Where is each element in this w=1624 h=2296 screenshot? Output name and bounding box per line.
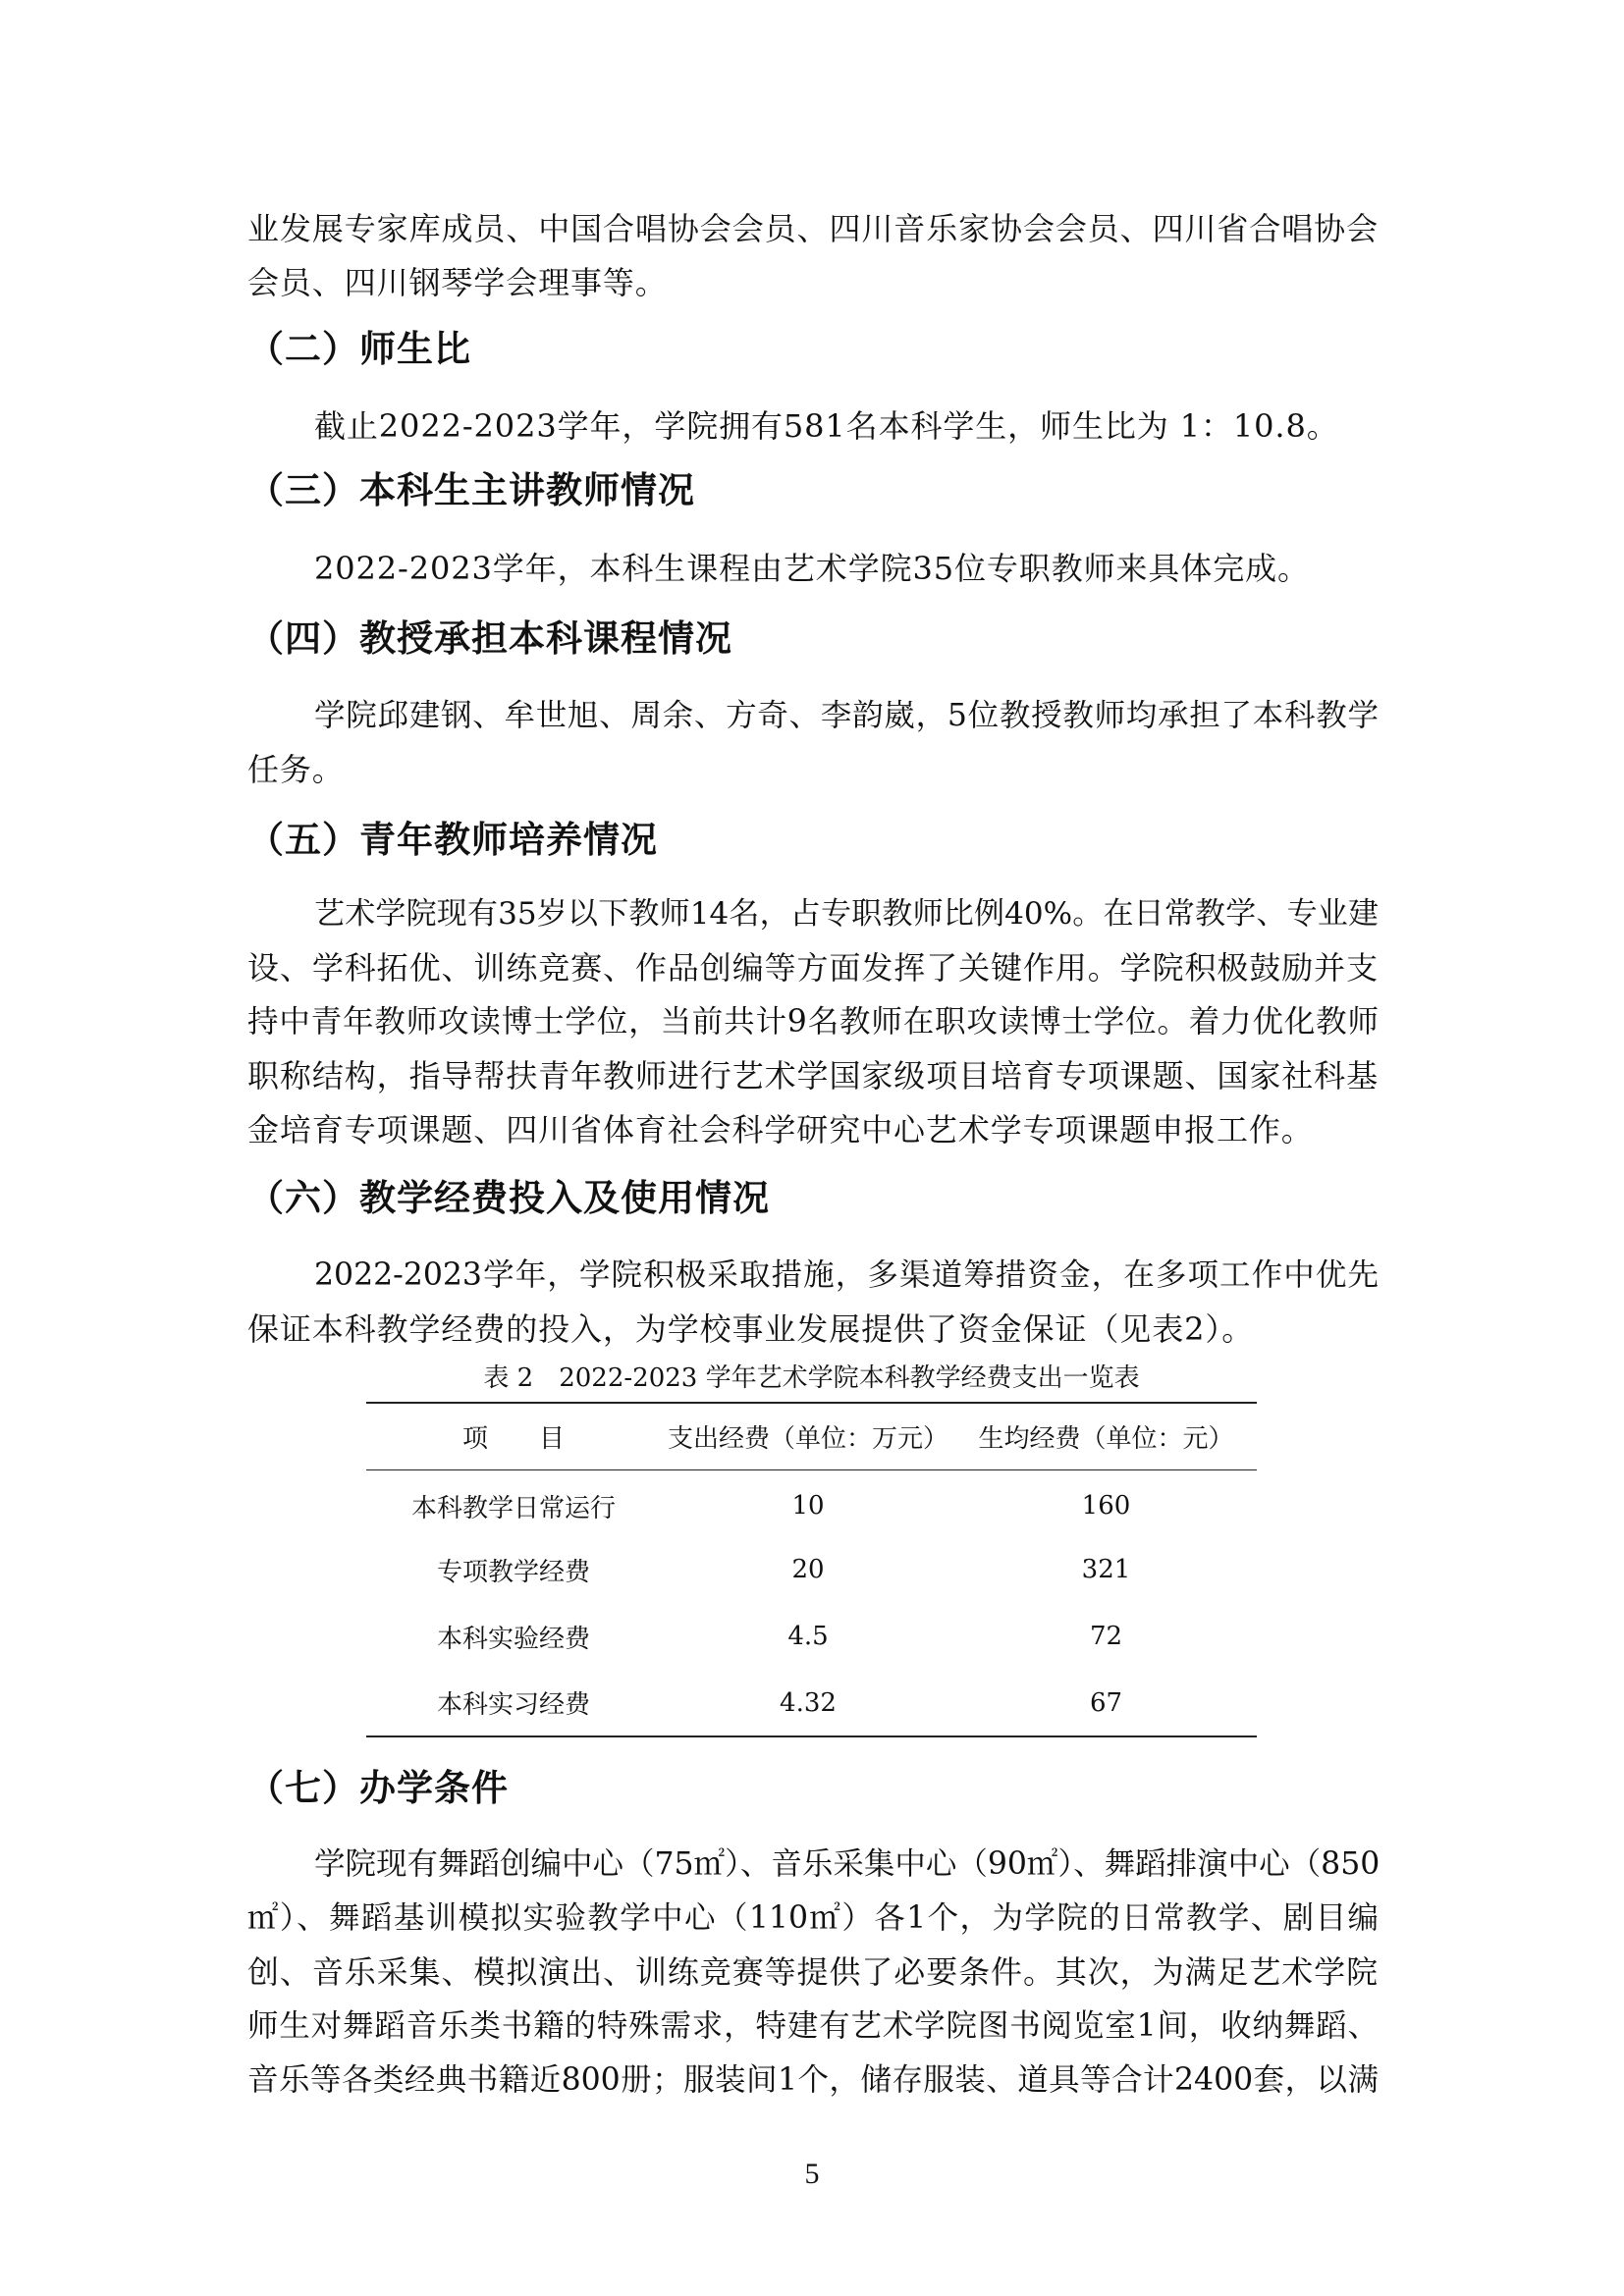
paragraph-line: 职称结构，指导帮扶青年教师进行艺术学国家级项目培育专项课题、国家社科基	[247, 1057, 1379, 1095]
cell-per-student: 67	[1089, 1687, 1123, 1718]
cell-item: 本科实验经费	[436, 1624, 590, 1654]
header-expenditure: 支出经费（单位：万元）	[667, 1423, 948, 1454]
section-heading-young-teachers: （五）青年教师培养情况	[247, 819, 658, 861]
table-row	[366, 1536, 1257, 1603]
cell-expenditure: 10	[791, 1491, 825, 1522]
paragraph-line: 保证本科教学经费的投入，为学校事业发展提供了资金保证（见表2）。	[247, 1310, 1255, 1348]
header-per-student: 生均经费（单位：元）	[978, 1423, 1234, 1454]
paragraph-line: 金培育专项课题、四川省体育社会科学研究中心艺术学专项课题申报工作。	[247, 1111, 1314, 1148]
table-header-row	[366, 1403, 1257, 1469]
paragraph-line: 艺术学院现有35岁以下教师14名，占专职教师比例40%。在日常教学、专业建	[314, 896, 1379, 932]
paragraph-line: 任务。	[247, 751, 345, 788]
paragraph-line: 持中青年教师攻读博士学位，当前共计9名教师在职攻读博士学位。着力优化教师	[247, 1004, 1379, 1040]
paragraph-line: ㎡）、舞蹈基训模拟实验教学中心（110㎡）各1个，为学院的日常教学、剧目编	[247, 1900, 1379, 1936]
section-heading-conditions: （七）办学条件	[247, 1767, 509, 1809]
cell-per-student: 321	[1081, 1555, 1131, 1584]
table-row	[366, 1603, 1257, 1670]
page-number: 5	[804, 2158, 820, 2190]
funding-table	[366, 1402, 1257, 1737]
cell-expenditure: 4.5	[787, 1622, 829, 1651]
paragraph-line: 截止2022-2023学年，学院拥有581名本科学生，师生比为 1：10.8。	[314, 407, 1339, 445]
cell-item: 专项教学经费	[436, 1557, 590, 1587]
section-heading-funding: （六）教学经费投入及使用情况	[247, 1177, 770, 1219]
cell-item: 本科实习经费	[436, 1690, 590, 1720]
table-caption: 表 2 2022-2023 学年艺术学院本科教学经费支出一览表	[483, 1363, 1140, 1393]
cell-per-student: 72	[1089, 1622, 1123, 1651]
paragraph-line: 音乐等各类经典书籍近800册；服装间1个，储存服装、道具等合计2400套，以满	[247, 2062, 1379, 2098]
paragraph-line: 2022-2023学年，本科生课程由艺术学院35位专职教师来具体完成。	[314, 550, 1310, 587]
header-item: 项 目	[461, 1423, 565, 1454]
table-row	[366, 1670, 1257, 1736]
paragraph-line: 2022-2023学年，学院积极采取措施，多渠道筹措资金，在多项工作中优先	[314, 1257, 1379, 1293]
section-heading-lecturers: （三）本科生主讲教师情况	[247, 469, 695, 511]
paragraph-line: 学院现有舞蹈创编中心（75㎡）、音乐采集中心（90㎡）、舞蹈排演中心（850	[314, 1846, 1380, 1882]
cell-expenditure: 4.32	[780, 1687, 837, 1718]
cell-per-student: 160	[1081, 1491, 1131, 1522]
paragraph-line: 设、学科拓优、训练竞赛、作品创编等方面发挥了关键作用。学院积极鼓励并支	[247, 949, 1379, 987]
paragraph-line: 业发展专家库成员、中国合唱协会会员、四川音乐家协会会员、四川省合唱协会	[247, 210, 1379, 247]
paragraph-line: 会员、四川钢琴学会理事等。	[247, 264, 668, 301]
section-heading-teacher-student-ratio: （二）师生比	[247, 328, 471, 370]
cell-item: 本科教学日常运行	[410, 1493, 616, 1523]
paragraph-line: 创、音乐采集、模拟演出、训练竞赛等提供了必要条件。其次，为满足艺术学院	[247, 1953, 1379, 1991]
cell-expenditure: 20	[791, 1555, 825, 1584]
section-heading-professors: （四）教授承担本科课程情况	[247, 617, 732, 660]
paragraph-line: 学院邱建钢、牟世旭、周余、方奇、李韵崴，5位教授教师均承担了本科教学	[314, 698, 1379, 733]
paragraph-line: 师生对舞蹈音乐类书籍的特殊需求，特建有艺术学院图书阅览室1间，收纳舞蹈、	[247, 2008, 1379, 2044]
table-row	[366, 1469, 1257, 1536]
